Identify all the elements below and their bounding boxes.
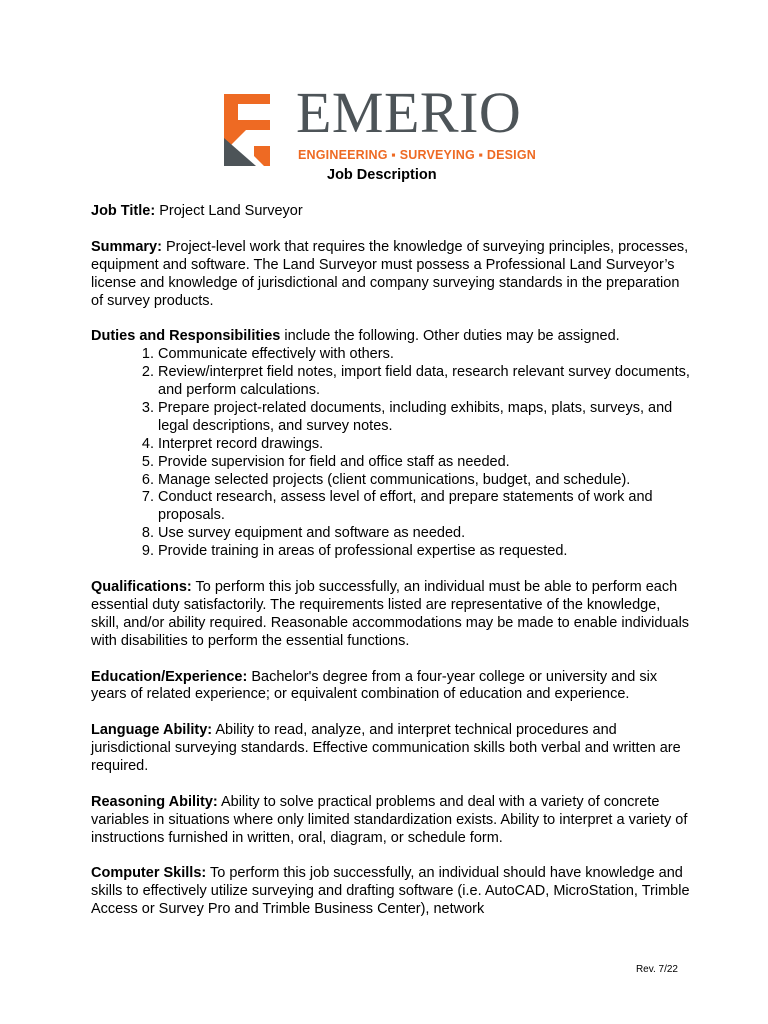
- company-header: [224, 80, 544, 168]
- education-text: Bachelor's degree from a four-year college or university and six years of related experience; or equivalent combination of education and experience.: [91, 668, 658, 703]
- brand-wordmark: EMERIO: [296, 80, 522, 145]
- job-title-section: [91, 203, 691, 221]
- language-text: Ability to read, analyze, and interpret technical procedures and jurisdictional surveying standards. Effective communication skills both verbal and written are required.: [91, 722, 681, 775]
- language-section: [91, 722, 691, 776]
- qualifications-label: Qualifications:: [91, 578, 192, 595]
- computer-skills-label: Computer Skills:: [91, 865, 207, 882]
- list-item: 4. Interpret record drawings.: [158, 436, 691, 454]
- list-item: 9. Provide training in areas of professional expertise as requested.: [158, 543, 691, 561]
- document-body: [91, 203, 691, 937]
- duties-label: Duties and Responsibilities: [91, 328, 281, 345]
- job-title-value: Project Land Surveyor: [155, 203, 303, 219]
- duties-list: [91, 346, 691, 561]
- computer-skills-section: [91, 865, 691, 919]
- revision-note: Rev. 7/22: [635, 964, 678, 975]
- language-label: Language Ability:: [91, 722, 213, 739]
- summary-label: Summary:: [91, 238, 162, 255]
- qualifications-text: To perform this job successfully, an individual must be able to perform each essential duty satisfactorily. The requirements listed are representative of the knowledge, skill, and/or ability required. Reasonable accommodations may be made to enable individuals with disabilities to perform the essential functions.: [91, 578, 690, 649]
- emerio-logo-icon: [224, 94, 270, 166]
- computer-skills-text: To perform this job successfully, an individual should have knowledge and skills to effectively utilize surveying and drafting software (i.e. AutoCAD, MicroStation, Trimble Access or Survey Pro and Trimble Business Center), network: [91, 865, 690, 918]
- list-item: 2. Review/interpret field notes, import field data, research relevant survey documents, and perform calculations.: [158, 364, 691, 400]
- reasoning-label: Reasoning Ability:: [91, 793, 218, 810]
- list-item: 5. Provide supervision for field and office staff as needed.: [158, 454, 691, 472]
- reasoning-section: [91, 794, 691, 848]
- reasoning-text: Ability to solve practical problems and deal with a variety of concrete variables in situations where only limited standardization exists. Ability to interpret a variety of instructions furnished in written, oral, diagram, or schedule form.: [91, 793, 688, 846]
- list-item: 7. Conduct research, assess level of effort, and prepare statements of work and proposals.: [158, 489, 691, 525]
- qualifications-section: [91, 579, 691, 651]
- duties-intro: include the following. Other duties may be assigned.: [280, 328, 620, 345]
- list-item: 8. Use survey equipment and software as needed.: [158, 525, 691, 543]
- education-section: [91, 669, 691, 705]
- list-item: 1. Communicate effectively with others.: [158, 346, 691, 364]
- list-item: 3. Prepare project-related documents, including exhibits, maps, plats, surveys, and legal descriptions, and survey notes.: [158, 400, 691, 436]
- summary-text: Project-level work that requires the knowledge of surveying principles, processes, equipment and software. The Land Surveyor must possess a Professional Land Surveyor’s license and knowledge of jurisdictional and company surveying standards in the preparation of survey products.: [91, 238, 689, 309]
- summary-section: [91, 239, 691, 311]
- education-label: Education/Experience:: [91, 668, 248, 685]
- list-item: 6. Manage selected projects (client communications, budget, and schedule).: [158, 472, 691, 490]
- document-heading-text: Job Description: [327, 167, 437, 183]
- job-title-label: Job Title:: [91, 203, 156, 219]
- duties-heading: [91, 328, 691, 346]
- brand-tagline: ENGINEERING ▪ SURVEYING ▪ DESIGN: [298, 148, 536, 162]
